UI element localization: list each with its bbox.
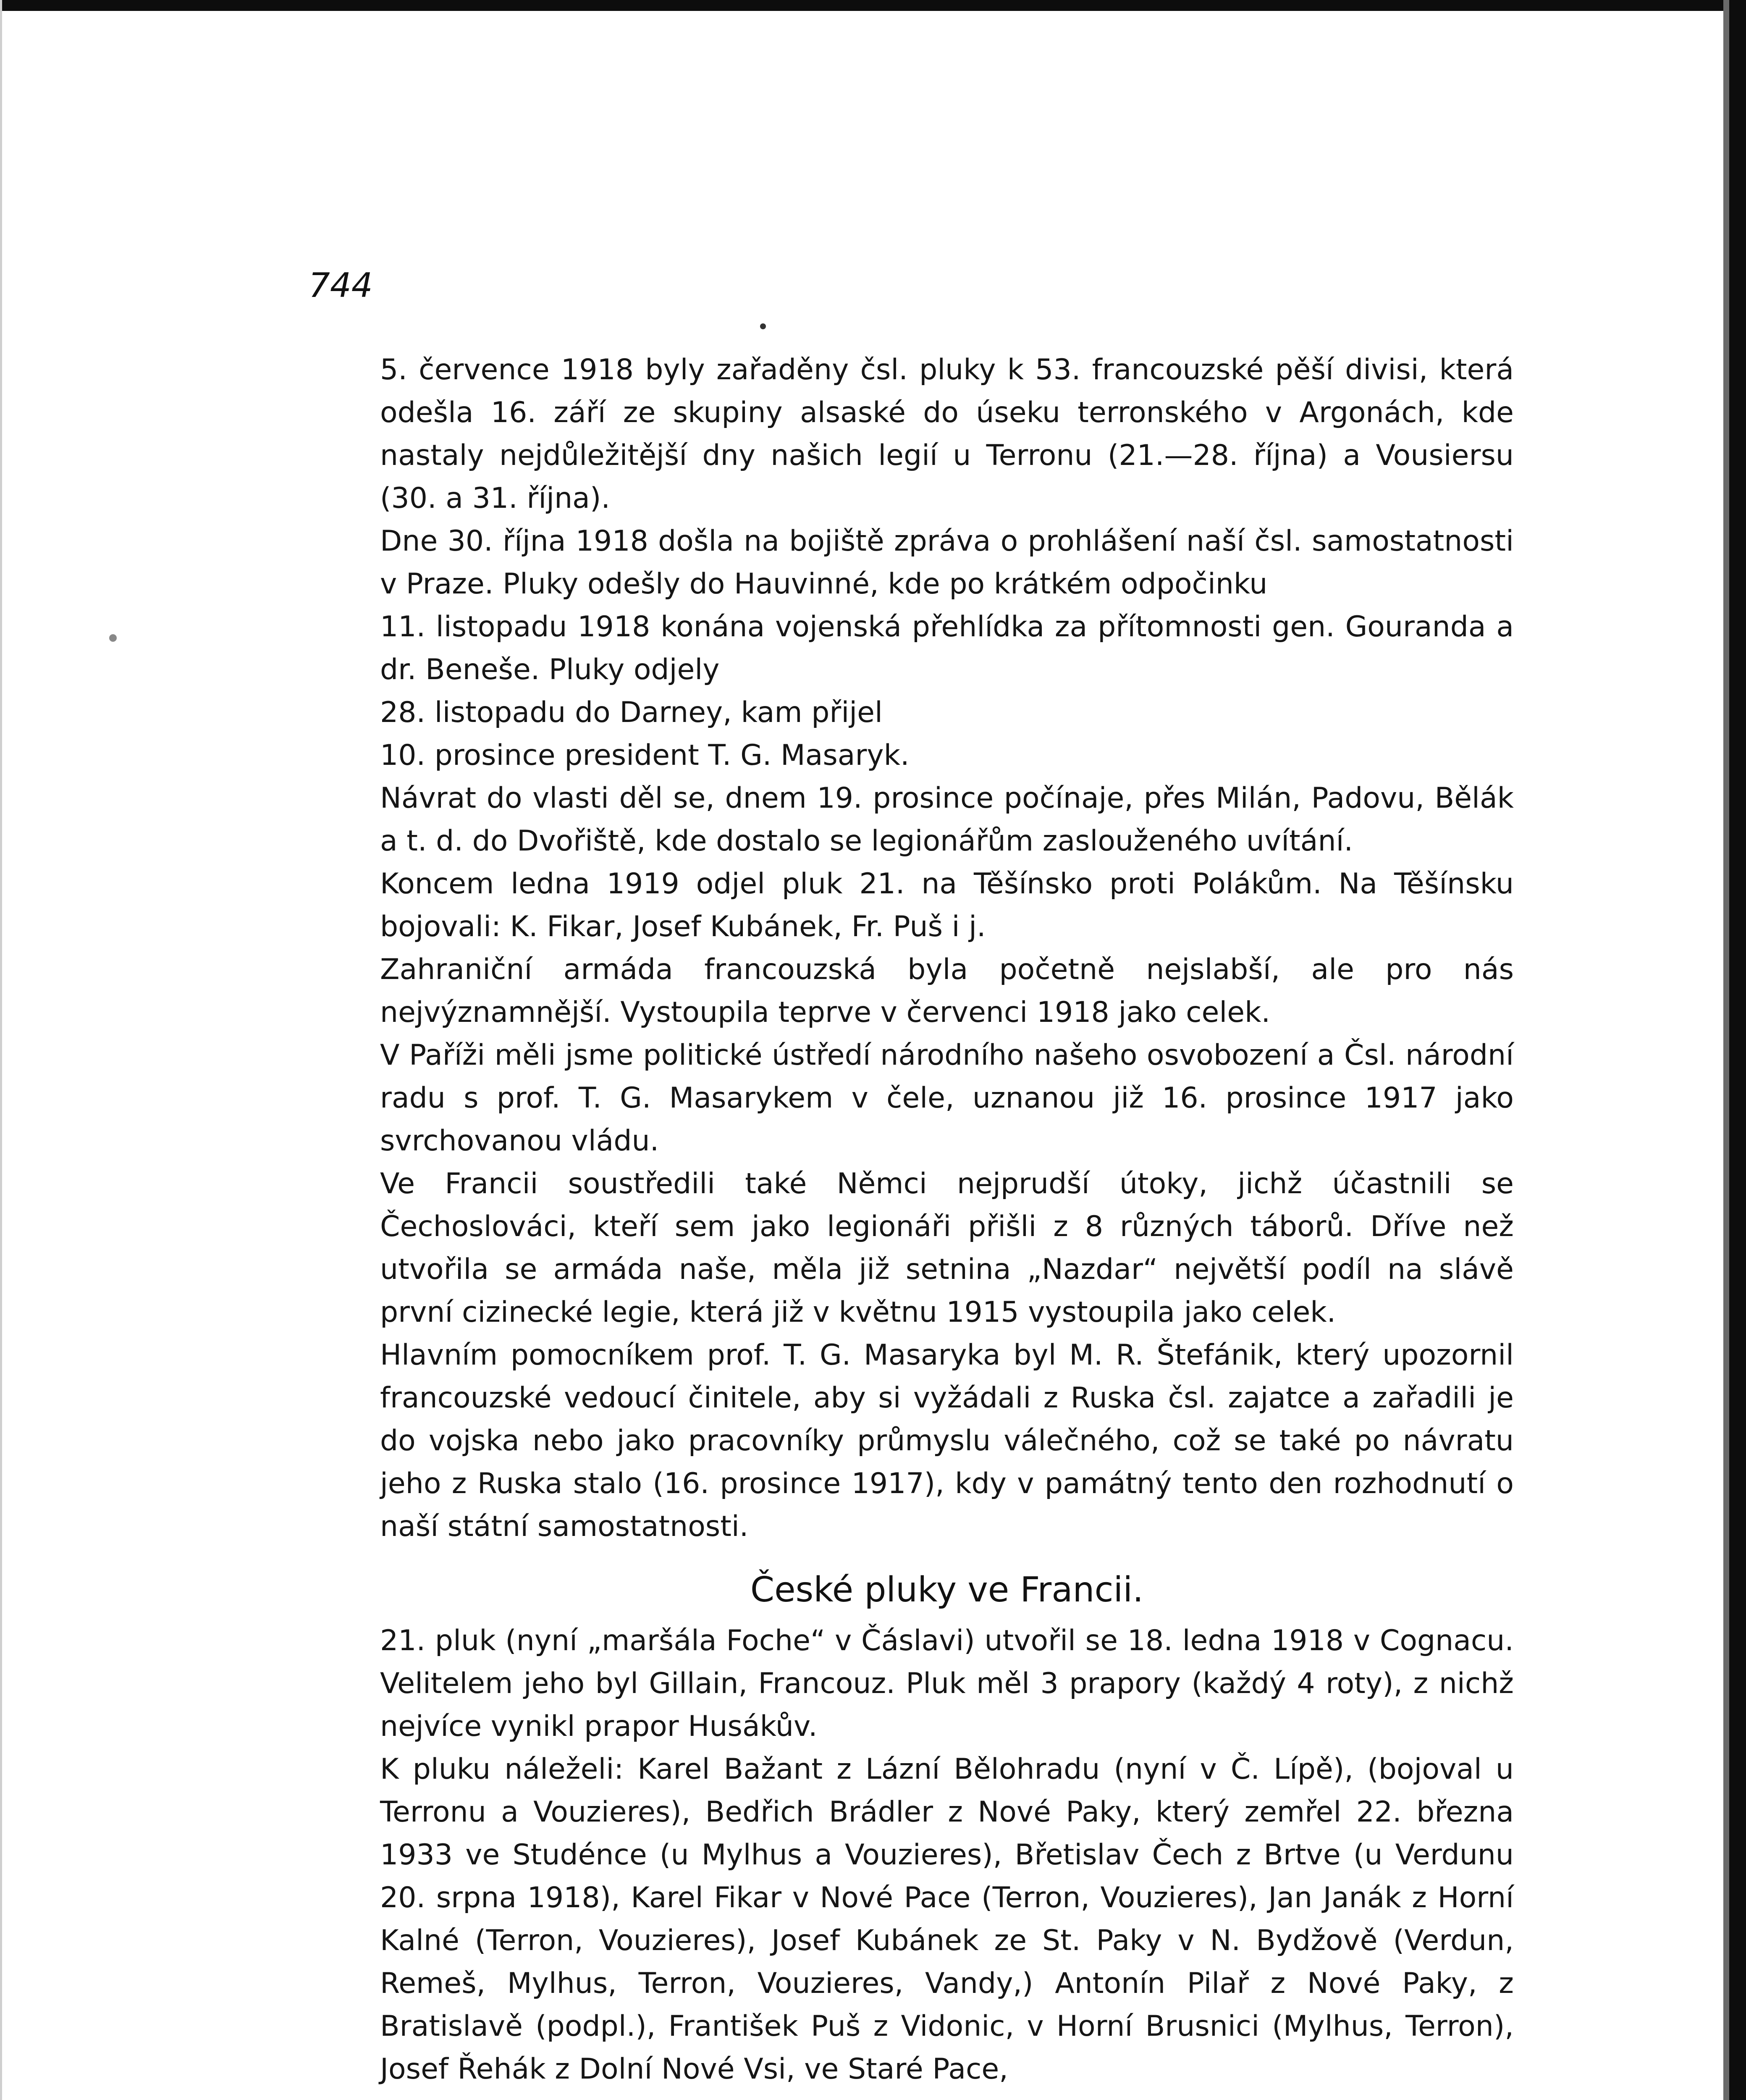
- paragraph: 11. listopadu 1918 konána vojenská přehlídka za přítomnosti gen. Gouranda a dr. Beneše. Pluky odjely: [380, 610, 1514, 686]
- paragraph: 21. pluk (nyní „maršála Foche“ v Čáslavi) utvořil se 18. ledna 1918 v Cognacu. Velitelem jeho byl Gillain, Francouz. Pluk měl 3 prapory (každý 4 roty), z nichž nejvíce vynikl prapor Husákův.: [380, 1624, 1514, 1743]
- paragraph: 5. července 1918 byly zařaděny čsl. pluky k 53. francouzské pěší divisi, která odešla 16. září ze skupiny alsaské do úseku terronského v Argonách, kde nastaly nejdůležitější dny našich legií u Terronu (21.—28. října) a Vousiersu (30. a 31. října).: [380, 353, 1514, 515]
- paragraph: Dne 30. října 1918 došla na bojiště zpráva o prohlášení naší čsl. samostatnosti v Praze. Pluky odešly do Hauvinné, kde po krátkém odpočinku: [380, 525, 1514, 601]
- scan-border-left: [0, 0, 2, 2100]
- section-heading: České pluky ve Francii.: [750, 1570, 1144, 1610]
- paragraph: V Paříži měli jsme politické ústředí národního našeho osvobození a Čsl. národní radu s prof. T. G. Masarykem v čele, uznanou již 16. prosince 1917 jako svrchovanou vládu.: [380, 1039, 1514, 1158]
- paragraph: Zahraniční armáda francouzská byla početně nejslabší, ale pro nás nejvýznamnější. Vystoupila teprve v červenci 1918 jako celek.: [380, 953, 1514, 1029]
- paragraph: Koncem ledna 1919 odjel pluk 21. na Těšínsko proti Polákům. Na Těšínsku bojovali: K. Fikar, Josef Kubánek, Fr. Puš i j.: [380, 867, 1514, 943]
- body-text: [380, 349, 1514, 2091]
- scan-shadow-right: [1723, 0, 1729, 2100]
- scan-border-right: [1729, 0, 1746, 2100]
- scan-border-top: [0, 0, 1746, 11]
- paragraph: Hlavním pomocníkem prof. T. G. Masaryka byl M. R. Štefánik, který upozornil francouzské vedoucí činitele, aby si vyžádali z Ruska čsl. zajatce a zařadili je do vojska nebo jako pracovníky průmyslu válečného, což se také po návratu jeho z Ruska stalo (16. prosince 1917), kdy v památný tento den rozhodnutí o naší státní samostatnosti.: [380, 1339, 1514, 1543]
- paragraph: 28. listopadu do Darney, kam přijel: [380, 696, 883, 729]
- paragraph: 10. prosince president T. G. Masaryk.: [380, 739, 910, 772]
- paragraph: Ve Francii soustředili také Němci nejprudší útoky, jichž účastnili se Čechoslováci, kteří sem jako legionáři přišli z 8 různých táborů. Dříve než utvořila se armáda naše, měla již setnina „Nazdar“ největší podíl na slávě první cizinecké legie, která již v květnu 1915 vystoupila jako celek.: [380, 1167, 1514, 1329]
- dust-speck: [760, 323, 766, 329]
- page-number: 744: [309, 266, 373, 305]
- paragraph: K pluku náleželi: Karel Bažant z Lázní Bělohradu (nyní v Č. Lípě), (bojoval u Terronu a Vouzieres), Bedřich Brádler z Nové Paky, který zemřel 22. března 1933 ve Studénce (u Mylhus a Vouzieres), Břetislav Čech z Brtve (u Verdunu 20. srpna 1918), Karel Fikar v Nové Pace (Terron, Vouzieres), Jan Janák z Horní Kalné (Terron, Vouzieres), Josef Kubánek ze St. Paky v N. Bydžově (Verdun, Remeš, Mylhus, Terron, Vouzieres, Vandy,) Antonín Pilař z Nové Paky, z Bratislavě (podpl.), František Puš z Vidonic, v Horní Brusnici (Mylhus, Terron), Josef Řehák z Dolní Nové Vsi, ve Staré Pace,: [380, 1753, 1514, 2086]
- paragraph: Návrat do vlasti děl se, dnem 19. prosince počínaje, přes Milán, Padovu, Bělák a t. d. do Dvořiště, kde dostalo se legionářům zaslouženého uvítání.: [380, 782, 1514, 858]
- dust-speck: [109, 634, 117, 642]
